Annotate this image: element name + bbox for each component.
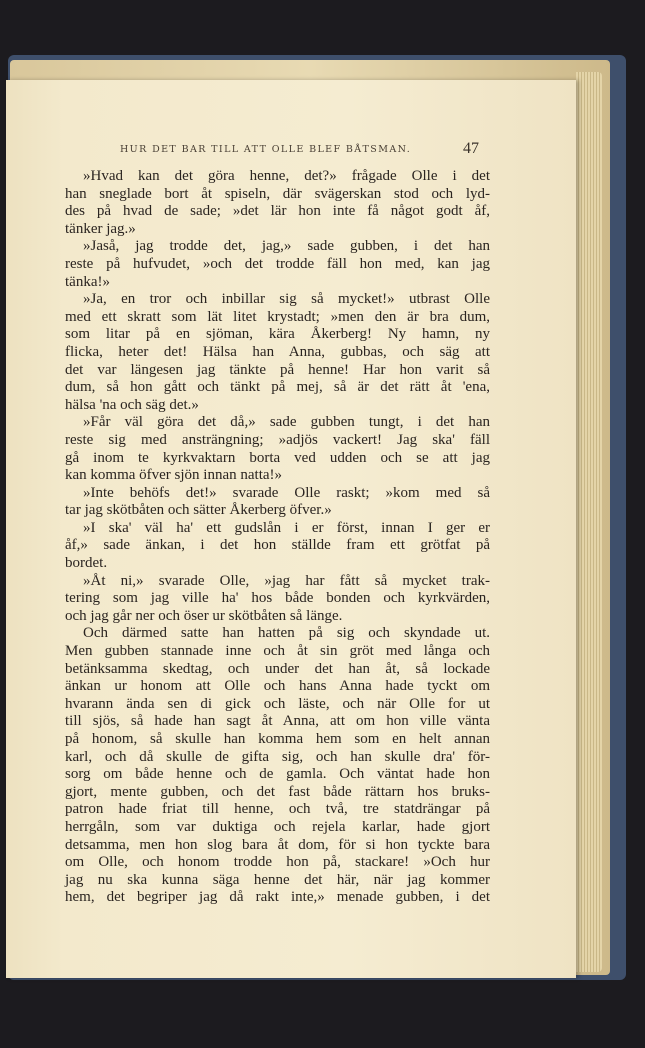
text-line: detsamma, men hon slog bara åt dom, för si hon tyckte bara xyxy=(65,836,490,853)
text-line: änkan ur honom att Olle och hans Anna hade tyckt om xyxy=(65,678,490,695)
running-head: HUR DET BAR TILL ATT OLLE BLEF BÅTSMAN. xyxy=(120,144,412,155)
text-line: »Hvad kan det göra henne, det?» frågade Olle i det xyxy=(83,168,490,184)
text-line: till sjös, så hade han sagt åt Anna, att om hon ville vänta xyxy=(65,713,490,730)
text-line: med ett skratt som lät litet krystadt; »men den är bra dum, xyxy=(65,308,490,325)
text-line: kan komma öfver sjön innan natta!» xyxy=(65,467,283,484)
text-line: som litar på en sjöman, kära Åkerberg! Ny hamn, ny xyxy=(65,326,490,343)
text-line: tering som jag ville ha' hos både bonden och kyrkvärden, xyxy=(65,590,490,607)
text-line: flicka, heter det! Hälsa han Anna, gubbas, och säg att xyxy=(65,343,490,360)
text-line: betänksamma skedtag, och under det han åt, så lockade xyxy=(65,660,490,677)
text-line: på honom, så skulle han komma hem som en helt annan xyxy=(65,731,490,747)
text-line: bordet. xyxy=(65,555,108,572)
text-line: »I ska' väl ha' ett gudslån i er först, innan I ger er xyxy=(83,519,490,536)
text-line: »Inte behöfs det!» svarade Olle raskt; »kom med så xyxy=(83,484,490,501)
text-line: dum, så hon gått och tänkt på mej, så är det rätt åt 'ena, xyxy=(65,379,490,396)
text-line: »Får väl göra det då,» sade gubben tungt, i det han xyxy=(83,414,490,431)
text-line: han sneglade bort åt spiseln, där svägerskan stod och lyd- xyxy=(65,185,490,202)
text-line: herrgåln, som var duktiga och rejela karlar, hade gjort xyxy=(65,818,490,835)
text-line: Men gubben stannade inne och åt sin gröt med långa och xyxy=(65,643,490,660)
text-line: och jag går ner och öser ur skötbåten så länge. xyxy=(65,607,343,624)
text-line: jag nu ska kunna säga henne det här, när jag kommer xyxy=(65,871,490,888)
page-number: 47 xyxy=(463,140,479,157)
text-line: tar jag skötbåten och sätter Åkerberg öfver.» xyxy=(65,502,332,519)
text-line: »Åt ni,» svarade Olle, »jag har fått så mycket trak- xyxy=(83,572,490,589)
text-line: om Olle, och honom trodde hon på, stackare! »Och hur xyxy=(65,854,490,871)
text-line: gjort, mente gubben, och det fast både rättarn hos bruks- xyxy=(65,783,490,800)
text-line: patron hade friat till henne, och två, tre statdrängar på xyxy=(65,801,490,818)
text-line: åf,» sade änkan, i det hon ställde fram ett grötfat på xyxy=(65,537,490,554)
text-line: Och därmed satte han hatten på sig och skyndade ut. xyxy=(83,625,490,642)
text-line: reste sig med ansträngning; »adjös vackert! Jag ska' fäll xyxy=(65,431,490,448)
page-stack-edge xyxy=(576,72,602,972)
text-line: karl, och då skulle de gifta sig, och han skulle dra' för- xyxy=(65,748,490,765)
text-line: det var längesen jag tänkte på henne! Har hon varit så xyxy=(65,361,490,378)
text-line: hem, det begriper jag då rakt inte,» menade gubben, i det xyxy=(65,889,490,906)
text-line: »Jaså, jag trodde det, jag,» sade gubben, i det han xyxy=(83,238,490,255)
text-line: tänka!» xyxy=(65,273,110,290)
text-line: »Ja, en tror och inbillar sig så mycket!» utbrast Olle xyxy=(83,291,490,308)
text-line: gå inom te kyrkvaktarn borta ved udden och se att jag xyxy=(65,449,490,466)
text-line: des på hvad de sade; »det lär hon inte få något godt åf, xyxy=(65,203,490,220)
text-line: sorg om både henne och de gamla. Och väntat hade hon xyxy=(65,766,490,783)
text-line: tänker jag.» xyxy=(65,220,136,237)
text-line: reste på hufvudet, »och det trodde fäll hon med, kan jag xyxy=(65,255,490,272)
text-line: hvarann ända sen di gick och läste, och när Olle for ut xyxy=(65,695,490,712)
text-line: hälsa 'na och säg det.» xyxy=(65,396,199,413)
body-text xyxy=(65,168,490,907)
